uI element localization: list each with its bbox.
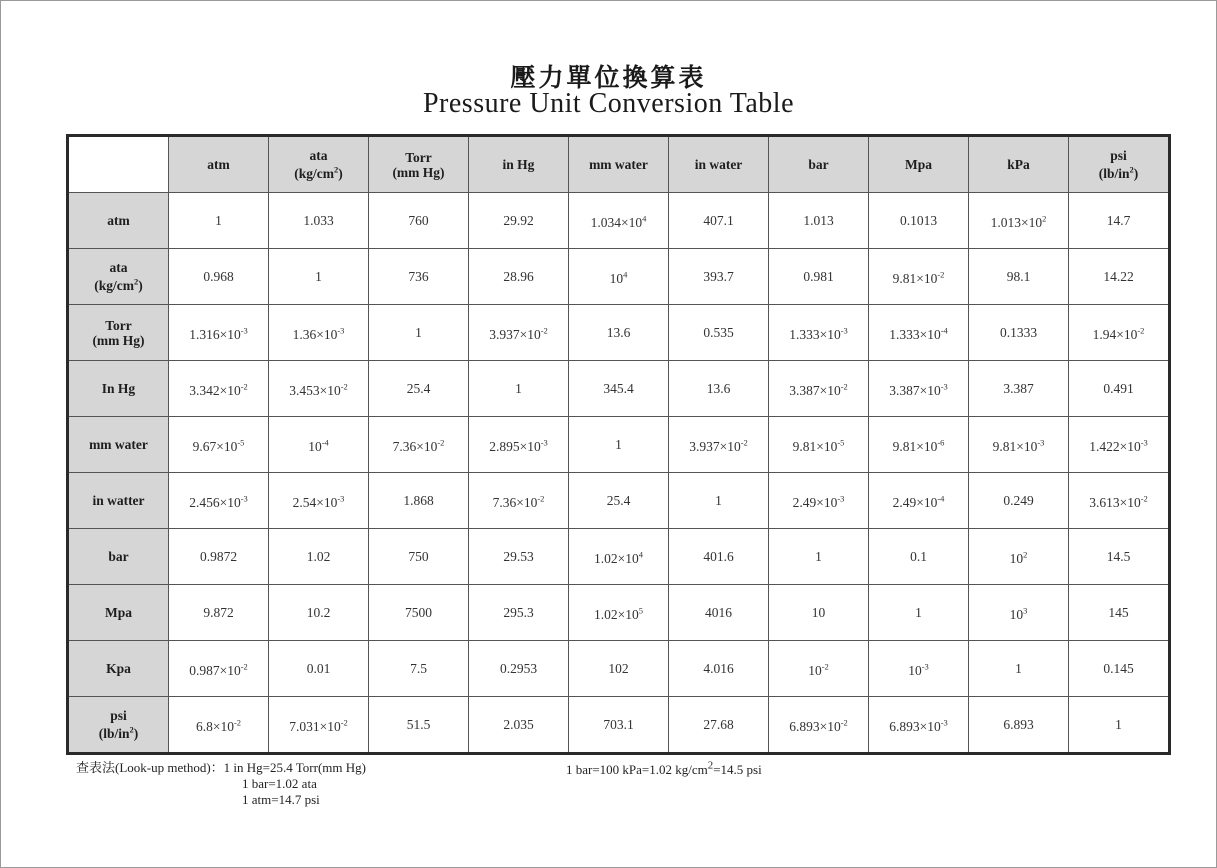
table-cell (669, 529, 769, 585)
cell-value: $3.342\times 10^{-2}$ (189, 381, 248, 398)
cell-value: $9.81\times 10^{-2}$ (892, 269, 945, 286)
table-cell (1069, 473, 1170, 529)
cell-value: 25.4 (606, 493, 631, 508)
table-cell (1069, 193, 1170, 249)
table-cell (769, 361, 869, 417)
table-cell (269, 473, 369, 529)
cell-value: 9.872 (203, 605, 234, 620)
table-cell (969, 305, 1069, 361)
row-header (68, 641, 169, 697)
row-header (68, 249, 169, 305)
cell-value: 98.1 (1006, 269, 1031, 284)
row-header-label: ata $(kg/cm^2)$ (94, 259, 143, 294)
column-header (269, 136, 369, 193)
cell-value: 1 (1015, 661, 1022, 676)
cell-value: 393.7 (703, 269, 734, 284)
table-cell (469, 417, 569, 473)
note-line-3: 1 atm=14.7 psi (242, 792, 320, 807)
cell-value: 0.535 (703, 325, 734, 340)
table-cell (169, 585, 269, 641)
cell-value: 51.5 (406, 717, 431, 732)
cell-value: 25.4 (406, 381, 431, 396)
column-header-label: Torr (mm Hg) (392, 149, 445, 180)
cell-value: $9.81\times 10^{-5}$ (792, 437, 845, 454)
table-row (68, 641, 1170, 697)
cell-value: 0.981 (803, 269, 834, 284)
cell-value: 1 (315, 269, 322, 284)
cell-value: $1.333\times 10^{-4}$ (889, 325, 948, 342)
row-header-label: In Hg (101, 381, 136, 396)
table-cell (369, 417, 469, 473)
table-cell (1069, 641, 1170, 697)
cell-value: $6.893\times 10^{-3}$ (889, 717, 948, 734)
page-title-english: Pressure Unit Conversion Table (422, 88, 795, 119)
cell-value: $3.453\times 10^{-2}$ (289, 381, 348, 398)
cell-value: 1 (515, 381, 522, 396)
column-header (969, 136, 1069, 193)
table-cell (1069, 697, 1170, 754)
cell-value: $1.94\times 10^{-2}$ (1092, 325, 1145, 342)
table-cell (769, 417, 869, 473)
row-header (68, 417, 169, 473)
cell-value: 1.013 (803, 213, 834, 228)
cell-value: 345.4 (603, 381, 634, 396)
cell-value: $2.49\times 10^{-4}$ (892, 493, 945, 510)
table-body (68, 193, 1170, 754)
column-header (369, 136, 469, 193)
cell-value: 6.893 (1003, 717, 1034, 732)
cell-value: 0.01 (306, 661, 331, 676)
cell-value: 7.5 (410, 661, 427, 676)
cell-value: 1.868 (403, 493, 434, 508)
cell-value: 14.5 (1106, 549, 1131, 564)
cell-value: 4.016 (703, 661, 734, 676)
column-header (869, 136, 969, 193)
row-header-label: Mpa (105, 605, 132, 620)
table-cell (669, 641, 769, 697)
cell-value: 27.68 (703, 717, 734, 732)
table-cell (269, 417, 369, 473)
table-cell (369, 305, 469, 361)
table-cell (969, 193, 1069, 249)
cell-value: 7500 (405, 605, 432, 620)
table-cell (169, 529, 269, 585)
table-cell (669, 305, 769, 361)
cell-value: 1 (615, 437, 622, 452)
table-cell (269, 305, 369, 361)
cell-value: 760 (408, 213, 429, 228)
table-cell (1069, 305, 1170, 361)
cell-value: 1 (915, 605, 922, 620)
table-cell (469, 249, 569, 305)
cell-value: 0.1 (910, 549, 927, 564)
cell-value: $2.456\times 10^{-3}$ (189, 493, 248, 510)
table-cell (769, 473, 869, 529)
column-header (169, 136, 269, 193)
cell-value: 750 (408, 549, 429, 564)
table-cell (869, 529, 969, 585)
table-cell (769, 305, 869, 361)
cell-value: $1.02\times 10^5$ (594, 605, 643, 622)
note-bar-equivalence (566, 760, 762, 778)
table-cell (869, 193, 969, 249)
table-cell (369, 697, 469, 754)
table-row (68, 305, 1170, 361)
table-cell (269, 585, 369, 641)
cell-value: $9.67\times 10^{-5}$ (192, 437, 245, 454)
table-cell (169, 641, 269, 697)
table-cell (869, 249, 969, 305)
table-cell (169, 697, 269, 754)
table-row (68, 697, 1170, 754)
table-cell (1069, 361, 1170, 417)
table-cell (669, 193, 769, 249)
row-header-label: in watter (92, 493, 145, 508)
table-cell (769, 529, 869, 585)
cell-value: $1.034\times 10^4$ (590, 213, 647, 230)
cell-value: 407.1 (703, 213, 734, 228)
table-cell (169, 417, 269, 473)
table-cell (469, 585, 569, 641)
cell-value: $10^{-4}$ (308, 437, 329, 454)
cell-value: 0.9872 (199, 549, 238, 564)
table-cell (269, 697, 369, 754)
table-row (68, 193, 1170, 249)
cell-value: 0.968 (203, 269, 234, 284)
table-cell (1069, 529, 1170, 585)
column-header-label: ata $(kg/cm^2)$ (294, 147, 343, 182)
row-header-label: bar (108, 549, 129, 564)
cell-value: $1.36\times 10^{-3}$ (292, 325, 345, 342)
table-cell (969, 641, 1069, 697)
table-cell (969, 697, 1069, 754)
table-cell (269, 193, 369, 249)
cell-value: $2.49\times 10^{-3}$ (792, 493, 845, 510)
table-cell (369, 641, 469, 697)
row-header (68, 529, 169, 585)
table-cell (869, 697, 969, 754)
cell-value: 14.7 (1106, 213, 1131, 228)
table-cell (969, 249, 1069, 305)
table-cell (569, 529, 669, 585)
cell-value: $3.387\times 10^{-3}$ (889, 381, 948, 398)
table-cell (269, 641, 369, 697)
table-cell (269, 361, 369, 417)
table-cell (969, 529, 1069, 585)
column-header-label: kPa (1007, 157, 1030, 172)
column-header-label: psi $(lb/in^2)$ (1098, 147, 1139, 182)
table-cell (569, 697, 669, 754)
table-cell (669, 361, 769, 417)
cell-value: $3.387\times 10^{-2}$ (789, 381, 848, 398)
table-cell (569, 193, 669, 249)
table-cell (669, 585, 769, 641)
cell-value: $6.893\times 10^{-2}$ (789, 717, 848, 734)
cell-value: $3.937\times 10^{-2}$ (489, 325, 548, 342)
cell-value: 145 (1108, 605, 1129, 620)
table-row (68, 361, 1170, 417)
table-cell (769, 193, 869, 249)
table-cell (669, 473, 769, 529)
cell-value: 0.145 (1103, 661, 1134, 676)
column-header (769, 136, 869, 193)
cell-value: $3.613\times 10^{-2}$ (1089, 493, 1148, 510)
cell-value: 29.92 (503, 213, 534, 228)
cell-value: 4016 (705, 605, 732, 620)
cell-value: $0.987\times 10^{-2}$ (189, 661, 248, 678)
table-cell (1069, 249, 1170, 305)
cell-value: 295.3 (503, 605, 534, 620)
cell-value: 703.1 (603, 717, 634, 732)
note-line-2: 1 bar=1.02 ata (242, 776, 317, 791)
cell-value: 736 (408, 269, 429, 284)
cell-value: $6.8\times 10^{-2}$ (195, 717, 242, 734)
cell-value: $1.422\times 10^{-3}$ (1089, 437, 1148, 454)
table-cell (369, 529, 469, 585)
cell-value: 1 (215, 213, 222, 228)
table-cell (569, 585, 669, 641)
column-header (469, 136, 569, 193)
cell-value: 14.22 (1103, 269, 1134, 284)
table-cell (469, 193, 569, 249)
column-header-label: in Hg (502, 157, 535, 172)
page-title-chinese: 壓力單位換算表 (510, 63, 707, 92)
table-cell (469, 641, 569, 697)
cell-value: $7.36\times 10^{-2}$ (392, 437, 445, 454)
table-cell (569, 305, 669, 361)
column-header-label: atm (207, 157, 230, 172)
cell-value: $7.031\times 10^{-2}$ (289, 717, 348, 734)
row-header-label: psi $(lb/in^2)$ (98, 707, 139, 742)
column-header (1069, 136, 1170, 193)
cell-value: $2.54\times 10^{-3}$ (292, 493, 345, 510)
cell-value: 0.249 (1003, 493, 1034, 508)
table-cell (569, 641, 669, 697)
cell-value: 10.2 (306, 605, 331, 620)
row-header-label: mm water (89, 437, 148, 452)
table-cell (169, 193, 269, 249)
cell-value: $7.36\times 10^{-2}$ (492, 493, 545, 510)
table-cell (469, 305, 569, 361)
table-cell (669, 417, 769, 473)
table-cell (769, 641, 869, 697)
cell-value: $2.895\times 10^{-3}$ (489, 437, 548, 454)
row-header (68, 193, 169, 249)
cell-value: 1 (715, 493, 722, 508)
table-cell (369, 249, 469, 305)
cell-value: 0.1333 (999, 325, 1038, 340)
table-cell (569, 417, 669, 473)
cell-value: $1.333\times 10^{-3}$ (789, 325, 848, 342)
table-cell (369, 361, 469, 417)
cell-value: $10^{-3}$ (908, 661, 929, 678)
table-row (68, 473, 1170, 529)
row-header (68, 697, 169, 754)
table-cell (169, 361, 269, 417)
column-header (569, 136, 669, 193)
cell-value: $3.937\times 10^{-2}$ (689, 437, 748, 454)
cell-value: $1.316\times 10^{-3}$ (189, 325, 248, 342)
table-cell (469, 361, 569, 417)
cell-value: 13.6 (706, 381, 731, 396)
cell-value: 1.02 (306, 549, 331, 564)
cell-value: 401.6 (703, 549, 734, 564)
note-line-1: 查表法(Look-up method)：1 in Hg=25.4 Torr(mm Hg) (76, 760, 366, 775)
cell-value: 28.96 (503, 269, 534, 284)
table-cell (1069, 585, 1170, 641)
column-header-label: mm water (589, 157, 648, 172)
note-bar-equivalence-text: 1 bar=100 kPa=1.02 $kg/cm^2=14.5$ psi (566, 760, 762, 778)
row-header (68, 305, 169, 361)
cell-value: 2.035 (503, 717, 534, 732)
table-cell (569, 249, 669, 305)
cell-value: 1.033 (303, 213, 334, 228)
table-row (68, 585, 1170, 641)
cell-value: $9.81\times 10^{-6}$ (892, 437, 945, 454)
table-cell (669, 697, 769, 754)
table-cell (269, 249, 369, 305)
table-cell (569, 473, 669, 529)
table-cell (369, 585, 469, 641)
table-cell (769, 585, 869, 641)
row-header-label: Kpa (106, 661, 131, 676)
table-cell (869, 417, 969, 473)
cell-value: 10 (811, 605, 826, 620)
table-cell (1069, 417, 1170, 473)
table-cell (869, 361, 969, 417)
cell-value: 1 (815, 549, 822, 564)
cell-value: $10^3$ (1009, 605, 1028, 622)
table-cell (869, 585, 969, 641)
table-cell (769, 249, 869, 305)
header-row (68, 136, 1170, 193)
cell-value: 1 (415, 325, 422, 340)
table-row (68, 417, 1170, 473)
table-row (68, 529, 1170, 585)
table-cell (369, 193, 469, 249)
cell-value: $10^2$ (1009, 549, 1028, 566)
table-cell (669, 249, 769, 305)
row-header (68, 585, 169, 641)
table-cell (869, 473, 969, 529)
cell-value: $1.013\times 10^2$ (990, 213, 1047, 230)
table-cell (869, 641, 969, 697)
row-header-label: Torr (mm Hg) (92, 317, 145, 348)
table-cell (969, 585, 1069, 641)
cell-value: 1 (1115, 717, 1122, 732)
table-cell (969, 361, 1069, 417)
cell-value: 102 (608, 661, 629, 676)
cell-value: 29.53 (503, 549, 534, 564)
lookup-notes (76, 760, 366, 808)
row-header-label: atm (107, 213, 130, 228)
conversion-table (66, 134, 1171, 755)
table-cell (969, 473, 1069, 529)
table-cell (569, 361, 669, 417)
column-header-label: bar (808, 157, 829, 172)
cell-value: $10^4$ (609, 269, 628, 286)
table-cell (169, 249, 269, 305)
cell-value: $1.02\times 10^4$ (594, 549, 643, 566)
cell-value: $10^{-2}$ (808, 661, 829, 678)
table-cell (469, 473, 569, 529)
cell-value: 0.491 (1103, 381, 1134, 396)
row-header (68, 361, 169, 417)
cell-value: 13.6 (606, 325, 631, 340)
table-row (68, 249, 1170, 305)
table-cell (969, 417, 1069, 473)
table-cell (269, 529, 369, 585)
table-cell (469, 697, 569, 754)
table-cell (869, 305, 969, 361)
corner-cell (68, 136, 169, 193)
cell-value: $9.81\times 10^{-3}$ (992, 437, 1045, 454)
table-cell (369, 473, 469, 529)
row-header (68, 473, 169, 529)
cell-value: 3.387 (1003, 381, 1034, 396)
table-cell (769, 697, 869, 754)
table-cell (169, 473, 269, 529)
table-cell (169, 305, 269, 361)
column-header-label: Mpa (905, 157, 932, 172)
cell-value: 0.2953 (499, 661, 538, 676)
column-header-label: in water (694, 157, 743, 172)
column-header (669, 136, 769, 193)
table-cell (469, 529, 569, 585)
cell-value: 0.1013 (899, 213, 938, 228)
